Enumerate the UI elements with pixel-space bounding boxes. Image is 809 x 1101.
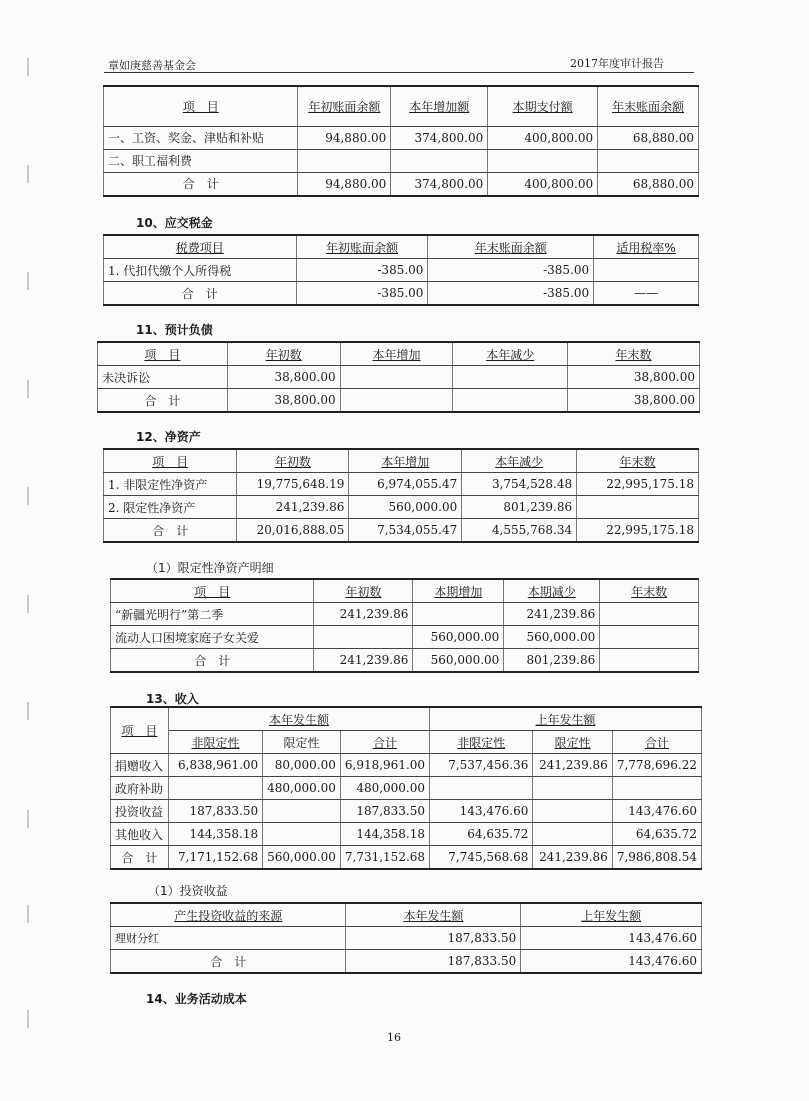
col-header: 项 目 — [111, 579, 314, 603]
table-row — [111, 800, 702, 823]
cell: 241,239.86 — [533, 846, 612, 870]
cell — [263, 823, 341, 846]
cell: 7,537,456.36 — [430, 754, 533, 777]
total-row — [104, 282, 699, 306]
col-header: 税费项目 — [104, 235, 297, 259]
cell — [598, 149, 699, 172]
cell: 480,000.00 — [263, 777, 341, 800]
table-row — [98, 366, 700, 389]
subsection-title: （1）投资收益 — [148, 884, 228, 898]
cell — [453, 389, 568, 413]
cell: 68,880.00 — [598, 172, 699, 196]
cell: 94,880.00 — [298, 172, 391, 196]
cell: 未决诉讼 — [98, 366, 228, 389]
col-header: 本期增加 — [413, 579, 504, 603]
section-title: 10、应交税金 — [136, 216, 213, 230]
cell: 38,800.00 — [227, 366, 340, 389]
cell: 241,239.86 — [314, 649, 413, 673]
total-row — [98, 389, 700, 413]
cell: 38,800.00 — [227, 389, 340, 413]
table-row — [111, 603, 699, 626]
cell — [413, 603, 504, 626]
tax-table — [103, 234, 699, 306]
cell: 143,476.60 — [521, 927, 702, 950]
table-row — [111, 823, 702, 846]
cell: 68,880.00 — [598, 126, 699, 149]
section-title: 12、净资产 — [136, 430, 201, 444]
cell — [577, 496, 699, 519]
cell — [263, 800, 341, 823]
cell: 7,778,696.22 — [612, 754, 701, 777]
binding-mark — [27, 380, 29, 398]
col-header: 产生投资收益的来源 — [111, 903, 346, 927]
cell: 64,635.72 — [612, 823, 701, 846]
cell: 241,239.86 — [237, 496, 349, 519]
cell: 801,239.86 — [462, 496, 577, 519]
cell: 143,476.60 — [612, 800, 701, 823]
cell: 241,239.86 — [504, 603, 600, 626]
payroll-table — [103, 85, 699, 197]
cell: 64,635.72 — [430, 823, 533, 846]
cell: 143,476.60 — [430, 800, 533, 823]
cell: 投资收益 — [111, 800, 169, 823]
cell: 合 计 — [104, 519, 237, 543]
cell: 1. 代扣代缴个人所得税 — [104, 259, 297, 282]
cell: 捐赠收入 — [111, 754, 169, 777]
cell — [488, 149, 598, 172]
cell: 7,171,152.68 — [168, 846, 262, 870]
binding-mark — [27, 595, 29, 613]
cell: 理财分红 — [111, 927, 346, 950]
col-header: 本年增加 — [349, 449, 462, 473]
cell: 一、工资、奖金、津贴和补贴 — [104, 126, 298, 149]
col-header: 年初账面余额 — [298, 86, 391, 126]
cell — [340, 366, 453, 389]
col-header: 年末数 — [568, 342, 700, 366]
binding-mark — [27, 487, 29, 505]
cell — [533, 800, 612, 823]
cell: 374,800.00 — [391, 172, 488, 196]
cell: 143,476.60 — [521, 950, 702, 974]
cell — [612, 777, 701, 800]
table-row — [104, 259, 699, 282]
cell: 560,000.00 — [263, 846, 341, 870]
col-header: 本期支付额 — [488, 86, 598, 126]
total-row — [104, 172, 699, 196]
cell — [168, 777, 262, 800]
col-header: 本年增加 — [340, 342, 453, 366]
cell: 4,555,768.34 — [462, 519, 577, 543]
cell: 20,016,888.05 — [237, 519, 349, 543]
cell: 801,239.86 — [504, 649, 600, 673]
table-row — [104, 149, 699, 172]
col-header: 适用税率% — [594, 235, 699, 259]
cell: 241,239.86 — [314, 603, 413, 626]
col-header: 非限定性 — [430, 731, 533, 754]
cell: 6,918,961.00 — [340, 754, 429, 777]
table-row — [111, 754, 702, 777]
cell: 187,833.50 — [340, 800, 429, 823]
col-header: 非限定性 — [168, 731, 262, 754]
table-row — [111, 626, 699, 649]
col-header: 年初数 — [314, 579, 413, 603]
table-row — [111, 927, 702, 950]
cell: 94,880.00 — [298, 126, 391, 149]
group-header: 上年发生额 — [430, 707, 702, 731]
cell: 80,000.00 — [263, 754, 341, 777]
total-row — [111, 846, 702, 870]
income-table — [110, 706, 702, 870]
col-header: 本年减少 — [453, 342, 568, 366]
cell: 560,000.00 — [504, 626, 600, 649]
col-header: 合计 — [612, 731, 701, 754]
cell — [600, 603, 699, 626]
cell: 38,800.00 — [568, 366, 700, 389]
section-title: 13、收入 — [146, 692, 199, 706]
cell: 3,754,528.48 — [462, 473, 577, 496]
col-header: 年初数 — [227, 342, 340, 366]
binding-mark — [27, 905, 29, 923]
col-header: 项 目 — [98, 342, 228, 366]
cell — [600, 649, 699, 673]
cell: 政府补助 — [111, 777, 169, 800]
binding-mark — [27, 272, 29, 290]
table-row — [111, 777, 702, 800]
cell — [430, 777, 533, 800]
col-header: 项 目 — [104, 449, 237, 473]
cell: 合 计 — [111, 649, 314, 673]
cell: 7,731,152.68 — [340, 846, 429, 870]
net-assets-table — [103, 448, 699, 543]
cell: 7,986,808.54 — [612, 846, 701, 870]
col-header: 年末数 — [600, 579, 699, 603]
section-title: 14、业务活动成本 — [146, 992, 247, 1006]
cell — [340, 389, 453, 413]
cell: 2. 限定性净资产 — [104, 496, 237, 519]
col-header: 本年发生额 — [346, 903, 521, 927]
cell: 合 计 — [111, 950, 346, 974]
cell: 374,800.00 — [391, 126, 488, 149]
total-row — [111, 950, 702, 974]
binding-mark — [27, 165, 29, 183]
subsection-title: （1）限定性净资产明细 — [146, 561, 274, 575]
cell — [453, 366, 568, 389]
cell: 合 计 — [104, 282, 297, 306]
total-row — [104, 519, 699, 543]
cell: 560,000.00 — [413, 649, 504, 673]
col-header: 限定性 — [533, 731, 612, 754]
col-header: 限定性 — [263, 731, 341, 754]
binding-mark — [27, 810, 29, 828]
cell: 187,833.50 — [346, 950, 521, 974]
col-header: 本期减少 — [504, 579, 600, 603]
cell: 6,838,961.00 — [168, 754, 262, 777]
cell: 187,833.50 — [346, 927, 521, 950]
cell — [298, 149, 391, 172]
cell: -385.00 — [428, 282, 594, 306]
cell: 22,995,175.18 — [577, 473, 699, 496]
col-header: 年末账面余额 — [428, 235, 594, 259]
cell: 6,974,055.47 — [349, 473, 462, 496]
cell: -385.00 — [296, 282, 428, 306]
binding-mark — [27, 702, 29, 720]
page-header — [104, 52, 694, 73]
col-header: 年末数 — [577, 449, 699, 473]
cell: 22,995,175.18 — [577, 519, 699, 543]
cell: 二、职工福利费 — [104, 149, 298, 172]
cell — [600, 626, 699, 649]
cell: -385.00 — [428, 259, 594, 282]
page-number: 16 — [387, 1031, 401, 1044]
col-header: 年末账面余额 — [598, 86, 699, 126]
cell: 241,239.86 — [533, 754, 612, 777]
col-header: 项 目 — [111, 707, 169, 754]
cell: 560,000.00 — [413, 626, 504, 649]
cell: 400,800.00 — [488, 126, 598, 149]
header-org: 章如庚慈善基金会 — [108, 59, 196, 72]
cell: 合 计 — [111, 846, 169, 870]
cell: “新疆光明行”第二季 — [111, 603, 314, 626]
col-header: 本年减少 — [462, 449, 577, 473]
cell: —— — [594, 282, 699, 306]
cell — [391, 149, 488, 172]
provisions-table — [97, 341, 700, 413]
cell: 1. 非限定性净资产 — [104, 473, 237, 496]
total-row — [111, 649, 699, 673]
table-row — [104, 496, 699, 519]
cell: 560,000.00 — [349, 496, 462, 519]
cell: 480,000.00 — [340, 777, 429, 800]
cell: -385.00 — [296, 259, 428, 282]
table-row — [104, 126, 699, 149]
group-header: 本年发生额 — [168, 707, 429, 731]
cell: 400,800.00 — [488, 172, 598, 196]
cell — [314, 626, 413, 649]
cell: 其他收入 — [111, 823, 169, 846]
col-header: 上年发生额 — [521, 903, 702, 927]
binding-mark — [27, 1010, 29, 1028]
cell: 7,745,568.68 — [430, 846, 533, 870]
col-header: 年初数 — [237, 449, 349, 473]
cell — [533, 777, 612, 800]
cell: 38,800.00 — [568, 389, 700, 413]
table-row — [104, 473, 699, 496]
cell: 合 计 — [104, 172, 298, 196]
cell — [533, 823, 612, 846]
col-header: 合计 — [340, 731, 429, 754]
header-report-title: 2017年度审计报告 — [570, 57, 664, 70]
cell: 144,358.18 — [340, 823, 429, 846]
binding-mark — [27, 58, 29, 76]
cell — [594, 259, 699, 282]
cell: 7,534,055.47 — [349, 519, 462, 543]
cell: 144,358.18 — [168, 823, 262, 846]
cell: 187,833.50 — [168, 800, 262, 823]
col-header: 年初账面余额 — [296, 235, 428, 259]
col-header: 本年增加额 — [391, 86, 488, 126]
investment-income-table — [110, 902, 702, 974]
restricted-assets-table — [110, 578, 699, 673]
cell: 19,775,648.19 — [237, 473, 349, 496]
cell: 流动人口困境家庭子女关爱 — [111, 626, 314, 649]
col-header: 项 目 — [104, 86, 298, 126]
section-title: 11、预计负债 — [136, 323, 213, 337]
cell: 合 计 — [98, 389, 228, 413]
